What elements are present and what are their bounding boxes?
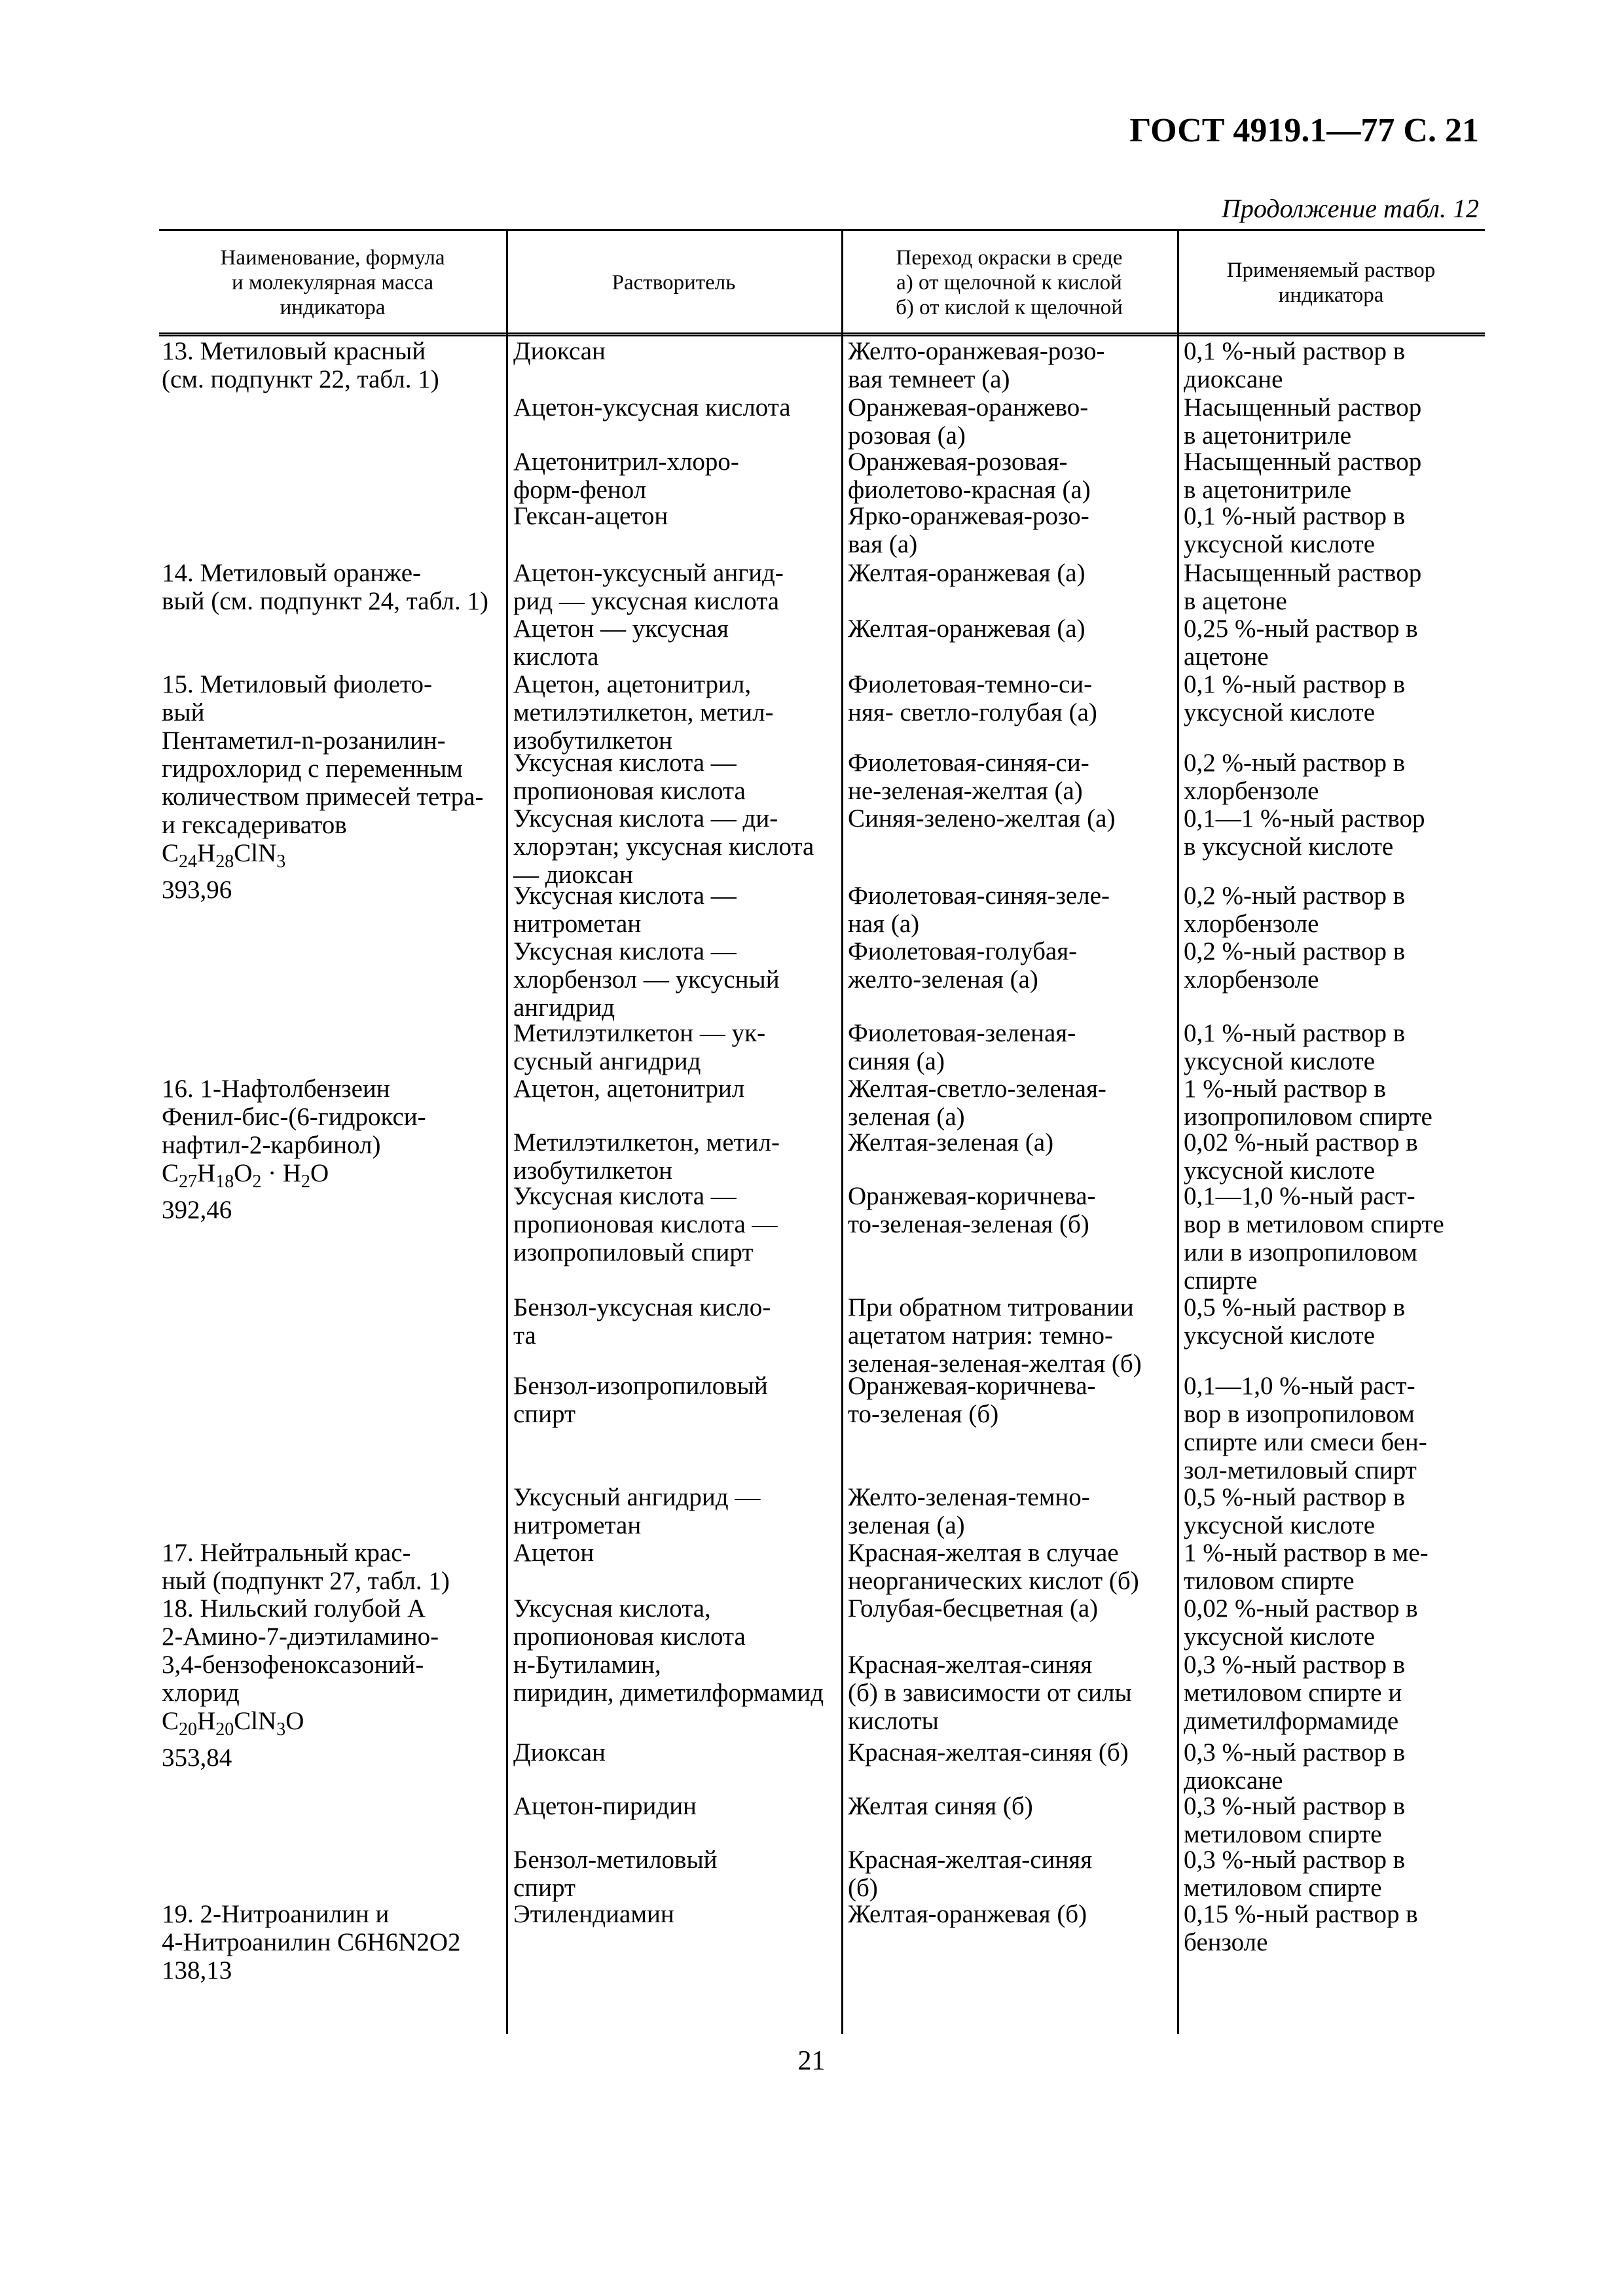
cell-name: 19. 2-Нитроанилин и 4-Нитроанилин C6H6N2O2 138,13 [162, 1900, 461, 1984]
table-row [159, 1846, 1485, 1900]
cell-transition: Фиолетовая-зеленая- синяя (а) [848, 1019, 1076, 1075]
page-number: 21 [797, 2046, 826, 2076]
table-row [159, 502, 1485, 559]
table-row [159, 1293, 1485, 1378]
cell-solvent: Метилэтилкетон, метил- изобутилкетон [513, 1128, 780, 1185]
table-row [159, 1372, 1485, 1483]
cell-solvent: Ацетон, ацетонитрил, метилэтилкетон, метил- изобутилкетон [513, 670, 774, 755]
cell-transition: Желто-оранжевая-розо- вая темнеет (а) [848, 337, 1105, 393]
table-row [159, 559, 1485, 615]
cell-solvent: Ацетон-пиридин [513, 1792, 697, 1820]
cell-transition: Желтая синяя (б) [848, 1792, 1033, 1820]
cell-solvent: Ацетон-уксусная кислота [513, 393, 791, 422]
cell-solution: 1 %-ный раствор в ме- тиловом спирте [1184, 1539, 1429, 1595]
cell-solution: 0,1 %-ный раствор в уксусной кислоте [1184, 1019, 1406, 1075]
cell-solution: 0,3 %-ный раствор в диоксане [1184, 1738, 1406, 1795]
cell-transition: Желтая-оранжевая (б) [848, 1900, 1087, 1928]
cell-solution: 0,5 %-ный раствор в уксусной кислоте [1184, 1293, 1406, 1350]
cell-solution: 0,1 %-ный раствор в диоксане [1184, 337, 1406, 393]
cell-solution: 0,2 %-ный раствор в хлорбензоле [1184, 882, 1406, 938]
cell-solution: 0,2 %-ный раствор в хлорбензоле [1184, 749, 1406, 805]
cell-solution: 0,2 %-ный раствор в хлорбензоле [1184, 937, 1406, 994]
page-header: ГОСТ 4919.1—77 С. 21 [1129, 112, 1479, 149]
table-row [159, 804, 1485, 889]
cell-solvent: Уксусный ангидрид — нитрометан [513, 1483, 761, 1539]
cell-solution: 0,3 %-ный раствор в метиловом спирте [1184, 1792, 1406, 1848]
cell-solution: 0,25 %-ный раствор в ацетоне [1184, 615, 1418, 671]
cell-transition: Желтая-светло-зеленая- зеленая (а) [848, 1075, 1106, 1131]
indicator-table [159, 229, 1485, 2034]
table-row [159, 1483, 1485, 1539]
cell-solvent: Уксусная кислота — хлорбензол — уксусный ангидрид [513, 937, 780, 1022]
cell-name: 16. 1-Нафтолбензеин Фенил-бис-(6-гидрокси- нафтил-2-карбинол) $C_{27}H_{18}O_2 \cdot H_2O$ 392,46 [162, 1075, 426, 1224]
cell-solvent: Ацетон [513, 1539, 594, 1567]
cell-solution: 0,1—1,0 %-ный раст- вор в метиловом спирте или в изопропиловом спирте [1184, 1182, 1444, 1295]
cell-transition: Красная-желтая-синяя (б) [848, 1846, 1093, 1902]
column-header-transition: Переход окраски в среде а) от щелочной к кислой б) от кислой к щелочной [896, 246, 1123, 319]
cell-solvent: Бензол-уксусная кисло- та [513, 1293, 771, 1350]
cell-solution: 0,1 %-ный раствор в уксусной кислоте [1184, 670, 1406, 726]
table-row [159, 1128, 1485, 1185]
cell-solution: 0,02 %-ный раствор в уксусной кислоте [1184, 1128, 1418, 1185]
column-header-solution: Применяемый раствор индикатора [1226, 259, 1436, 307]
cell-name: 14. Метиловый оранже- вый (см. подпункт 24, табл. 1) [162, 559, 488, 615]
cell-solvent: Ацетон-уксусный ангид- рид — уксусная кислота [513, 559, 784, 615]
cell-transition: Фиолетовая-темно-си- няя- светло-голубая (а) [848, 670, 1097, 726]
column-header-name: Наименование, формула и молекулярная масса индикатора [220, 246, 445, 319]
cell-name: 15. Метиловый фиолето- вый Пентаметил-n-розанилин- гидрохлорид с переменным количеством примесей тетра- и гексадериватов $C_{24}H_{28}ClN_3$ 393,96 [162, 670, 484, 904]
cell-solvent: Гексан-ацетон [513, 502, 668, 530]
cell-solution: Насыщенный раствор в ацетонитриле [1184, 393, 1422, 450]
table-row [159, 1019, 1485, 1075]
cell-transition: Оранжевая-оранжево- розовая (а) [848, 393, 1089, 450]
cell-solution: 0,1—1 %-ный раствор в уксусной кислоте [1184, 804, 1425, 861]
table-row [159, 1539, 1485, 1594]
cell-transition: Оранжевая-коричнева- то-зеленая-зеленая (б) [848, 1182, 1096, 1238]
cell-transition: Фиолетовая-синяя-зеле- ная (а) [848, 882, 1110, 938]
table-row [159, 448, 1485, 502]
cell-solvent: Бензол-метиловый спирт [513, 1846, 718, 1902]
cell-transition: Синяя-зелено-желтая (а) [848, 804, 1116, 833]
cell-transition: Фиолетовая-голубая- желто-зеленая (а) [848, 937, 1078, 994]
cell-solution: 0,02 %-ный раствор в уксусной кислоте 0,3 %-ный раствор в метиловом спирте и диметилформамиде [1184, 1594, 1418, 1735]
table-row [159, 749, 1485, 804]
table-row [159, 1738, 1485, 1795]
cell-solvent: Этилендиамин [513, 1900, 674, 1928]
table-row [159, 937, 1485, 1022]
cell-solvent: Уксусная кислота — нитрометан [513, 882, 737, 938]
cell-solution: 0,15 %-ный раствор в бензоле [1184, 1900, 1418, 1956]
cell-solvent: Уксусная кислота — пропионовая кислота — изопропиловый спирт [513, 1182, 778, 1266]
cell-name: 18. Нильский голубой А 2-Амино-7-диэтиламино- 3,4-бензофеноксазоний- хлорид $C_{20}H_{20}ClN_3O$ 353,84 [162, 1594, 439, 1772]
cell-solvent: Ацетонитрил-хлоро- форм-фенол [513, 448, 739, 504]
cell-solvent: Диоксан [513, 1738, 606, 1767]
cell-transition: Желтая-оранжевая (а) [848, 559, 1085, 587]
cell-solvent: Ацетон, ацетонитрил [513, 1075, 745, 1103]
cell-solution: 0,1 %-ный раствор в уксусной кислоте [1184, 502, 1406, 558]
cell-solvent: Уксусная кислота, пропионовая кислота н-Бутиламин, пиридин, диметилформамид [513, 1594, 824, 1707]
cell-solution: 0,5 %-ный раствор в уксусной кислоте [1184, 1483, 1406, 1539]
table-row [159, 882, 1485, 937]
table-row [159, 1900, 1485, 1992]
table-row [159, 393, 1485, 448]
cell-name: 13. Метиловый красный (см. подпункт 22, табл. 1) [162, 337, 439, 393]
cell-transition: Желто-зеленая-темно- зеленая (а) [848, 1483, 1090, 1539]
cell-solvent: Метилэтилкетон — ук- сусный ангидрид [513, 1019, 766, 1075]
cell-solution: Насыщенный раствор в ацетоне [1184, 559, 1422, 615]
cell-solution: 1 %-ный раствор в изопропиловом спирте [1184, 1075, 1432, 1131]
table-row [159, 615, 1485, 670]
cell-solution: 0,3 %-ный раствор в метиловом спирте [1184, 1846, 1406, 1902]
cell-transition: Желтая-зеленая (а) [848, 1128, 1054, 1157]
table-row [159, 1182, 1485, 1293]
table-row [159, 337, 1485, 393]
cell-transition: Желтая-оранжевая (а) [848, 615, 1085, 643]
cell-transition: Голубая-бесцветная (а) Красная-желтая-синяя (б) в зависимости от силы кислоты [848, 1594, 1132, 1735]
table-continuation-label: Продолжение табл. 12 [1221, 194, 1479, 223]
cell-transition: Оранжевая-розовая- фиолетово-красная (а) [848, 448, 1091, 504]
cell-solvent: Уксусная кислота — ди- хлорэтан; уксусная кислота — диоксан [513, 804, 814, 889]
cell-solvent: Уксусная кислота — пропионовая кислота [513, 749, 746, 805]
cell-solution: 0,1—1,0 %-ный раст- вор в изопропиловом спирте или смеси бен- зол-метиловый спирт [1184, 1372, 1427, 1484]
cell-solvent: Диоксан [513, 337, 606, 365]
cell-name: 17. Нейтральный крас- ный (подпункт 27, табл. 1) [162, 1539, 450, 1595]
cell-transition: Оранжевая-коричнева- то-зеленая (б) [848, 1372, 1096, 1428]
cell-solution: Насыщенный раствор в ацетонитриле [1184, 448, 1422, 504]
cell-transition: Ярко-оранжевая-розо- вая (а) [848, 502, 1089, 558]
cell-transition: Красная-желтая-синяя (б) [848, 1738, 1129, 1767]
cell-solvent: Бензол-изопропиловый спирт [513, 1372, 768, 1428]
cell-transition: Фиолетовая-синяя-си- не-зеленая-желтая (а) [848, 749, 1089, 805]
column-header-solvent: Растворитель [611, 271, 736, 295]
table-row [159, 1792, 1485, 1846]
cell-transition: Красная-желтая в случае неорганических кислот (б) [848, 1539, 1139, 1595]
cell-transition: При обратном титровании ацетатом натрия: темно- зеленая-зеленая-желтая (б) [848, 1293, 1142, 1378]
cell-solvent: Ацетон — уксусная кислота [513, 615, 729, 671]
